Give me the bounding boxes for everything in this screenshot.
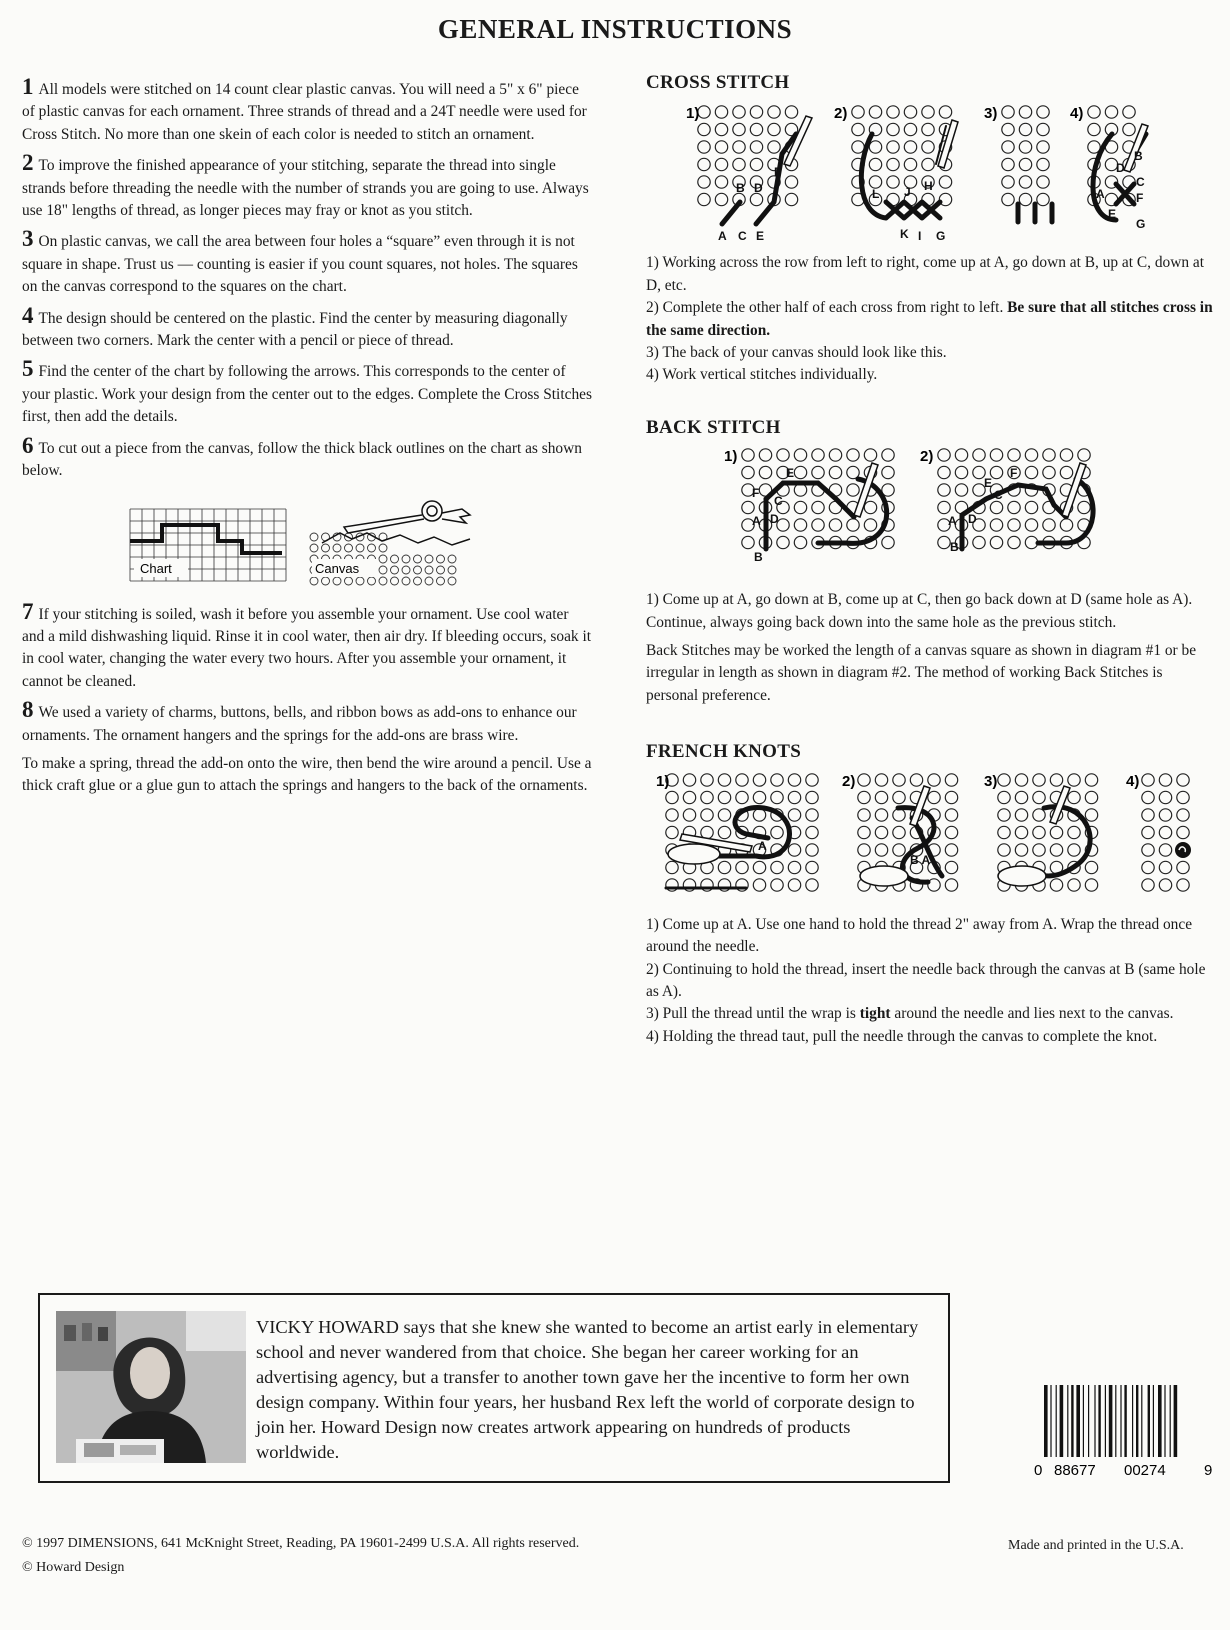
diagram-number: 2): [920, 448, 934, 466]
step-text: To improve the finished appearance of your stitching, separate the thread into single strands before threading the needle with the number of strands you are going to use. Always use 18" lengths of thread, as longer pieces may fray or knot as you stitch.: [22, 157, 589, 220]
cross-stitch-diagrams: [646, 94, 1216, 252]
back-stitch-instructions: [646, 589, 1216, 707]
french-knots-heading: FRENCH KNOTS: [646, 741, 802, 763]
step-number: 4: [22, 302, 34, 328]
stitch-letter: E: [786, 466, 795, 481]
chart-label: Chart: [140, 560, 172, 576]
copyright-line: © 1997 DIMENSIONS, 641 McKnight Street, Reading, PA 19601-2499 U.S.A. All rights reserved.: [22, 1536, 580, 1551]
stitch-letter: C: [774, 494, 783, 509]
canvas-label: Canvas: [315, 560, 360, 576]
stitch-letter: E: [756, 229, 765, 244]
back-stitch-heading: BACK STITCH: [646, 416, 781, 438]
cross-stitch-thread: [722, 126, 1146, 224]
cross-step-3: 3) The back of your canvas should look like this.: [646, 344, 947, 362]
step-text: On plastic canvas, we call the area between four holes a “square” even through it is not square in shape. Trust us — counting is easier if you count squares, not holes. The squares on the canvas correspond to the squares on the chart.: [22, 233, 578, 296]
barcode-digit: 0: [1034, 1462, 1043, 1477]
step-number: 7: [22, 598, 34, 624]
barcode-bars: [1044, 1385, 1177, 1457]
stitch-letter: F: [752, 486, 760, 501]
step-text: The design should be centered on the plastic. Find the center by measuring diagonally between two corners. Mark the center with a pencil or piece of thread.: [22, 309, 568, 350]
stitch-letter: B: [950, 540, 959, 555]
diagram-number: 4): [1126, 772, 1140, 790]
diagram-number: 1): [686, 105, 700, 123]
diagram-number: 3): [984, 105, 998, 123]
step-text: If your stitching is soiled, wash it before you assemble your ornament. Use cool water and a mild dishwashing liquid. Rinse it in cool water, then air dry. If bleeding occurs, soak it in cool water, changing the water every two hours. After you assemble your ornament, it cannot be cleaned.: [22, 605, 592, 690]
copyright-howard: © Howard Design: [22, 1560, 125, 1575]
stitch-letter: F: [1136, 191, 1144, 206]
step-5: [22, 358, 594, 428]
step-number: 1: [22, 74, 34, 99]
stitch-letter: A: [752, 514, 761, 529]
knot-step-3: [646, 1003, 1216, 1025]
step-8: [22, 699, 594, 747]
canvas-hole-grid: [852, 106, 952, 206]
barcode-digits: 00274: [1124, 1462, 1166, 1477]
designer-bio-text: VICKY HOWARD says that she knew she wanted to become an artist early in elementary school and never wandered from that choice. She began her career working for an advertising agency, but a transfer to another town gave her the incentive to form her own design company. Within four years, her husband Rex left the world of corporate design to join her. Howard Design now creates artwork appearing on hundreds of products worldwide.: [256, 1317, 919, 1462]
general-steps: [22, 76, 594, 804]
cut-out-diagram: [22, 489, 594, 601]
canvas-hole-grid: [1142, 773, 1189, 890]
stitch-letter: A: [758, 838, 767, 853]
knot-step-1: 1) Come up at A. Use one hand to hold the thread 2" away from A. Wrap the thread once around the needle.: [646, 915, 1193, 956]
stitch-letter: A: [948, 514, 957, 529]
back-step-1: 1) Come up at A, go down at B, come up at C, then go back down at D (same hole as A). Continue, always going back down into the same hole as the previous stitch.: [646, 591, 1193, 631]
step-number: 5: [22, 356, 34, 382]
cross-stitch-heading: CROSS STITCH: [646, 72, 790, 93]
step-text: We used a variety of charms, buttons, bells, and ribbon bows as add-ons to enhance our ornaments. The ornament hangers and the springs for the add-ons are brass wire.: [22, 704, 577, 744]
cross-step-2: [646, 297, 1216, 342]
stitch-letter: A: [718, 229, 727, 244]
step-number: 6: [22, 432, 34, 458]
page-title: GENERAL INSTRUCTIONS: [437, 14, 793, 44]
stitch-letter: D: [754, 181, 763, 196]
stitch-letter: D: [1116, 161, 1125, 176]
step-4: [22, 302, 594, 353]
diagram-number: 1): [656, 772, 670, 790]
stitch-guide: [646, 72, 1216, 1048]
stitch-letter: K: [900, 227, 909, 242]
scissors-icon: [322, 501, 470, 545]
cross-step-2-text: 2) Complete the other half of each cross from right to left.: [646, 299, 1008, 317]
knot-step-3-text-end: around the needle and lies next to the canvas.: [890, 1005, 1174, 1023]
stitch-letter: B: [736, 181, 745, 196]
barcode-digits: 88677: [1054, 1462, 1096, 1477]
stitch-letter: H: [924, 179, 933, 194]
diagram-number: 4): [1070, 105, 1084, 123]
french-knot-diagrams: [646, 764, 1216, 902]
diagram-number: 1): [724, 448, 738, 466]
back-step-2: Back Stitches may be worked the length of a canvas square as shown in diagram #1 or be irregular in length as shown in diagram #2. The method of working Back Stitches is personal preference.: [646, 642, 1197, 704]
stitch-letter: C: [994, 488, 1003, 503]
step-text: All models were stitched on 14 count clear plastic canvas. You will need a 5" x 6" piece of plastic canvas for each ornament. Three strands of thread and a 24T needle were used for Cross Stitch. No more than one skein of each color is needed to stitch an ornament.: [22, 81, 587, 143]
designer-bio-box: [38, 1293, 950, 1483]
knot-step-3-text: 3) Pull the thread until the wrap is: [646, 1005, 860, 1023]
stitch-letter: C: [1136, 175, 1145, 190]
stitch-letter: D: [968, 512, 977, 527]
canvas-hole-grid: [1002, 106, 1049, 206]
stitch-letter: F: [1010, 466, 1018, 481]
cross-stitch-instructions: [646, 252, 1216, 386]
step-6: [22, 432, 594, 483]
step-1: [22, 76, 594, 146]
step-text: Find the center of the chart by following the arrows. This corresponds to the center of your plastic. Work your design from the center out to the edges. Complete the Cross Stitches first, then add the details.: [22, 363, 592, 426]
step-number: 8: [22, 697, 34, 723]
stitch-letter: I: [918, 229, 922, 244]
stitch-letter: E: [1108, 207, 1117, 222]
barcode: [1034, 1385, 1214, 1477]
stitch-letter: E: [984, 476, 993, 491]
stitch-letter: C: [738, 229, 747, 244]
designer-photo: [56, 1311, 246, 1463]
knot-step-3-emphasis: tight: [859, 1005, 891, 1023]
french-knot-instructions: [646, 914, 1216, 1048]
stitch-letter: D: [770, 512, 779, 527]
step-number: 3: [22, 226, 34, 252]
stitch-letter: F: [774, 165, 782, 180]
step-2: [22, 152, 594, 222]
diagram-number: 3): [984, 772, 998, 790]
stitch-letter: L: [872, 187, 880, 202]
step-7: [22, 598, 594, 694]
finished-knot: [1175, 842, 1191, 858]
knot-step-4: 4) Holding the thread taut, pull the needle through the canvas to complete the knot.: [646, 1027, 1158, 1045]
made-in-usa: Made and printed in the U.S.A.: [1008, 1538, 1184, 1553]
spring-note: To make a spring, thread the add-on onto the wire, then bend the wire around a pencil. Use a thick craft glue or a glue gun to attach the springs and hangers to the back of the ornaments.: [22, 754, 592, 795]
step-text: To cut out a piece from the canvas, follow the thick black outlines on the chart as shown below.: [22, 439, 582, 480]
cross-step-2-emphasis: Be sure that all stitches cross in the same direction.: [646, 299, 1213, 339]
diagram-number: 2): [834, 105, 848, 123]
stitch-letter: B: [754, 550, 763, 565]
stitch-letter: G: [936, 229, 946, 244]
knot-step-2: 2) Continuing to hold the thread, insert the needle back through the canvas at B (same hole as A).: [646, 960, 1206, 1000]
stitch-letter: J: [904, 185, 911, 200]
step-3: [22, 228, 594, 298]
stitch-letter: B A: [910, 852, 931, 867]
cross-step-1: 1) Working across the row from left to right, come up at A, go down at B, up at C, down at D, etc.: [646, 254, 1204, 294]
cross-step-4: 4) Work vertical stitches individually.: [646, 366, 878, 384]
chart-outline: [130, 525, 282, 553]
barcode-digit: 9: [1204, 1462, 1213, 1477]
back-stitch-diagrams: [646, 439, 1216, 571]
diagram-number: 2): [842, 772, 856, 790]
stitch-letter: A: [1096, 187, 1105, 202]
stitch-letter: B: [1134, 149, 1143, 164]
stitch-letter: G: [1136, 217, 1146, 232]
step-number: 2: [22, 150, 34, 176]
